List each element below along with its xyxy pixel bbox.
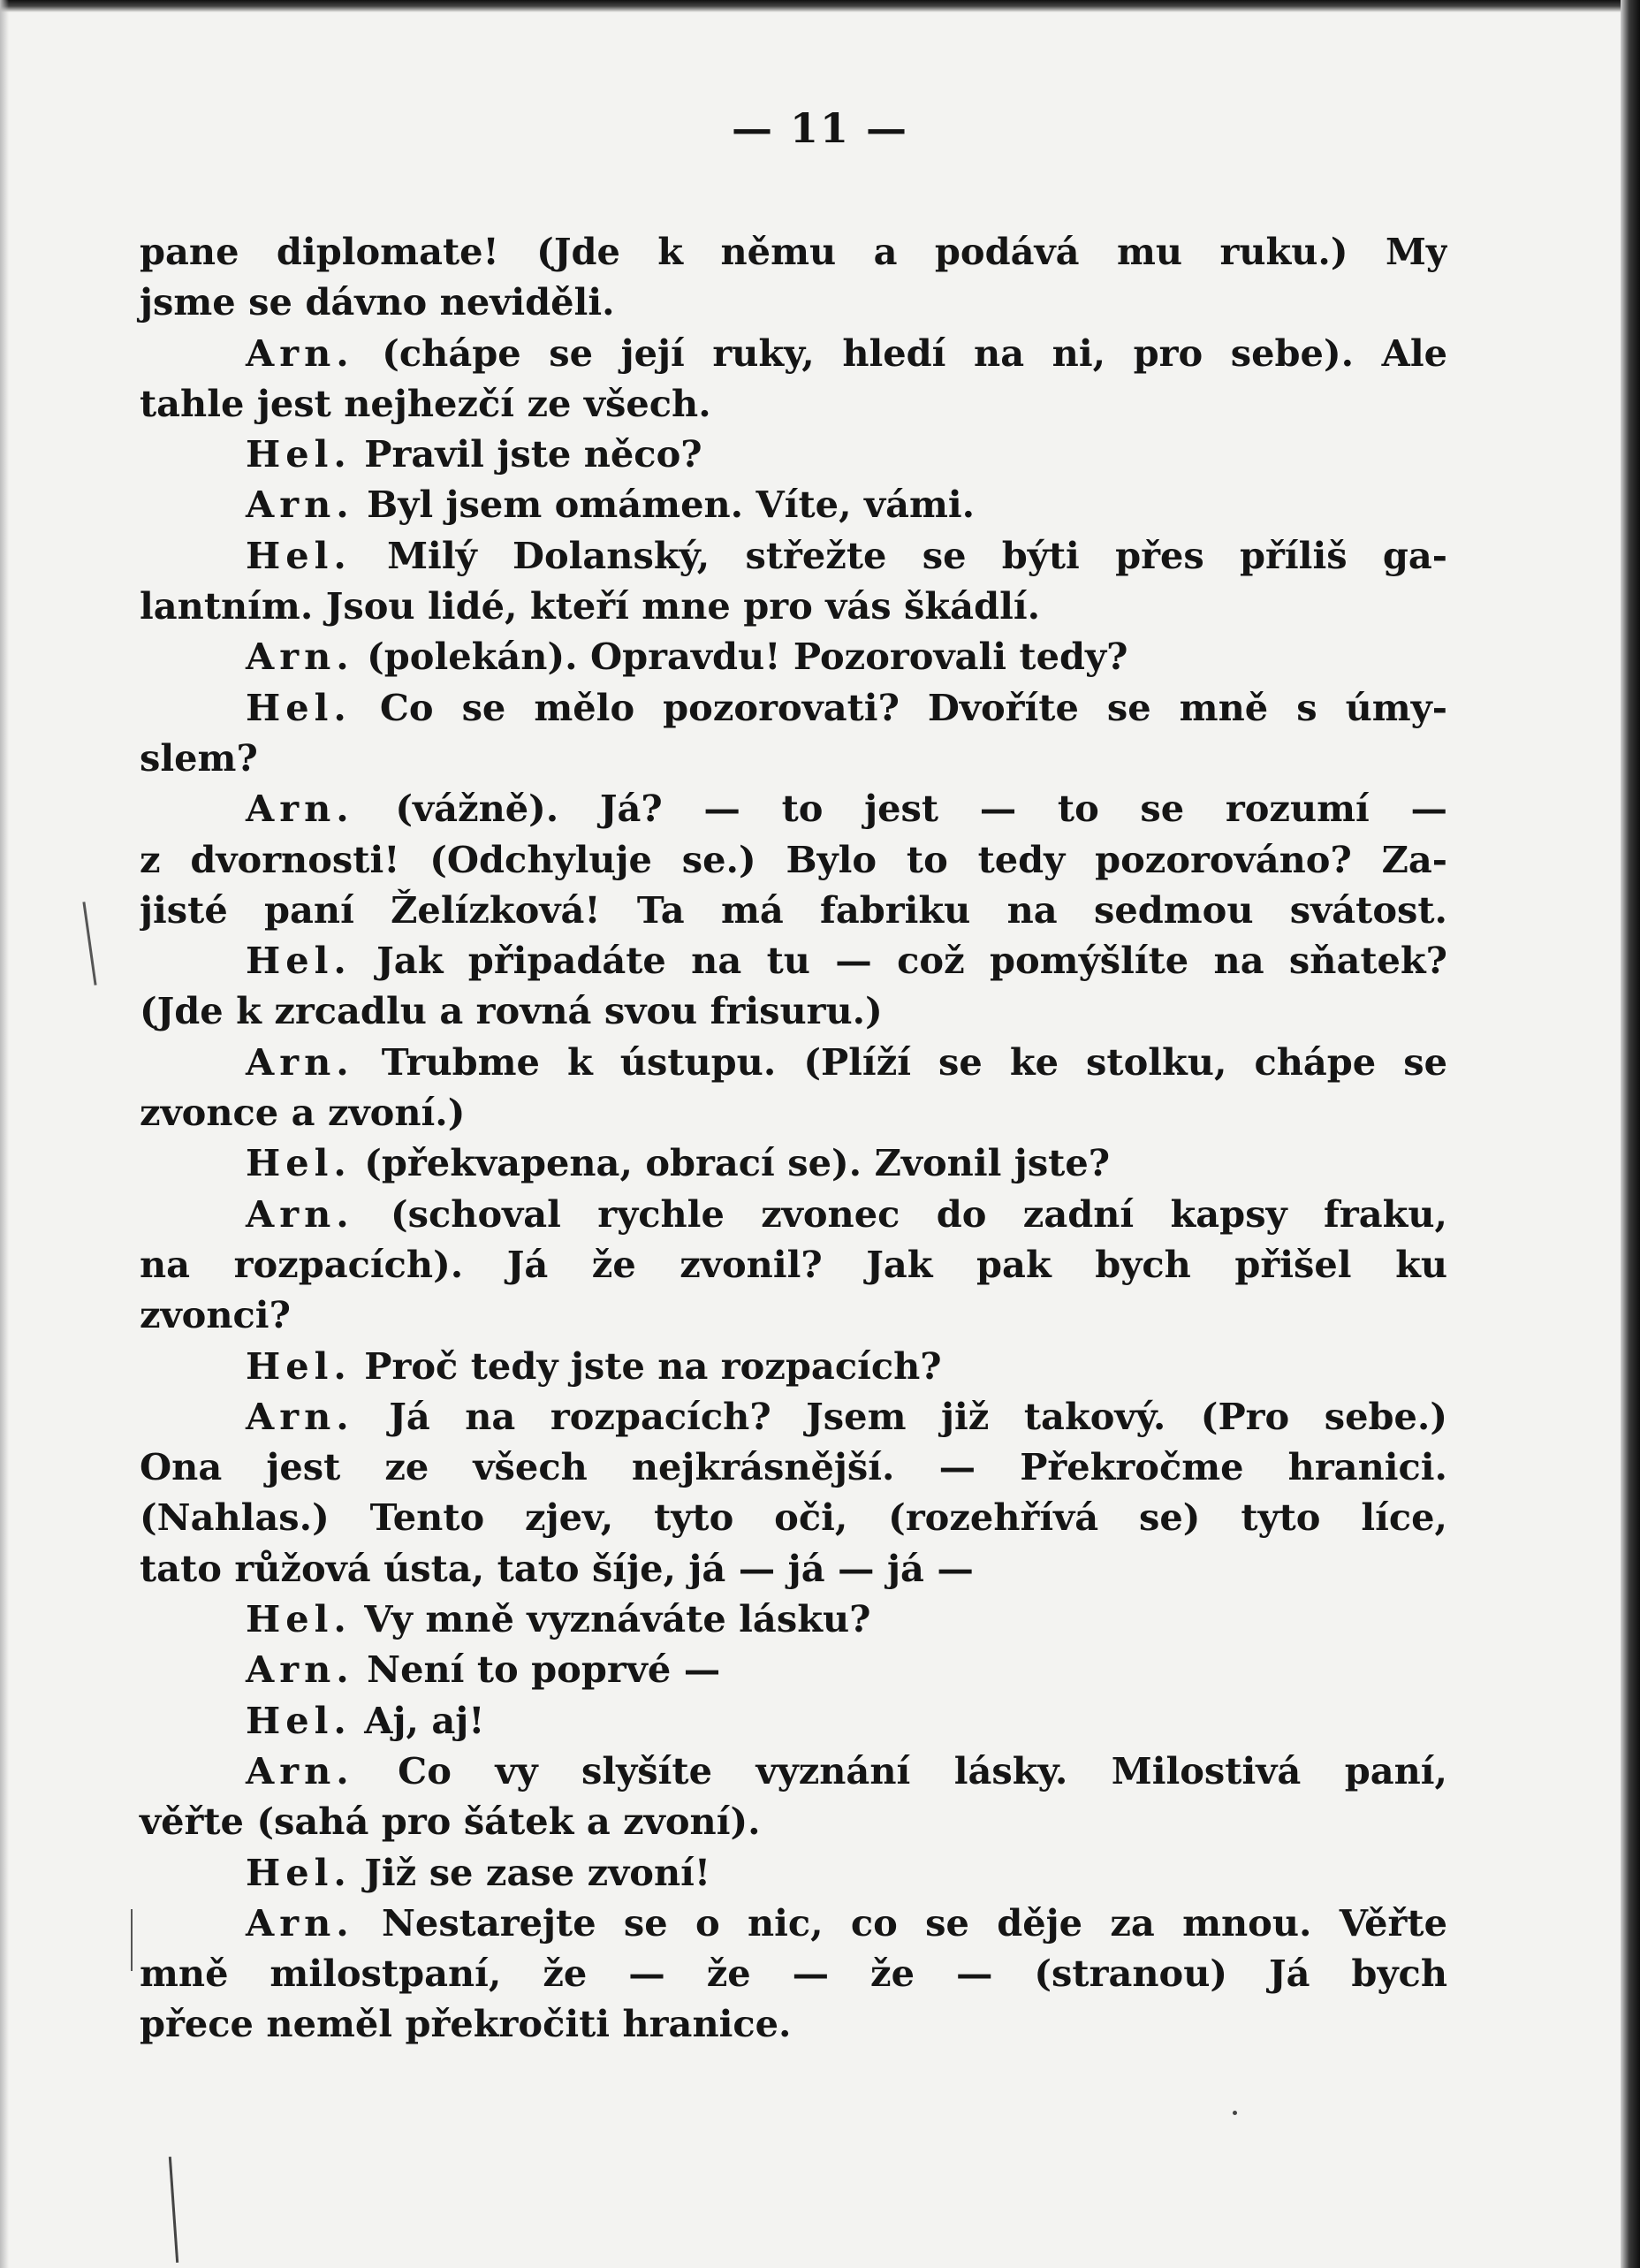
text-line [140, 631, 1447, 681]
text-line [140, 1087, 1447, 1138]
text-line [140, 986, 1447, 1036]
line-text: Nestarejte se o nic, co se děje za mnou. Věřte [353, 1900, 1447, 1945]
text-line [140, 530, 1447, 581]
text-line [140, 1695, 1447, 1746]
text-line [140, 1746, 1447, 1796]
bottom-dot-mark [1233, 2111, 1237, 2115]
line-text: Milý Dolanský, střežte se býti přes příliš ga- [351, 533, 1447, 577]
line-text: lantním. Jsou lidé, kteří mne pro vás škádlí. [140, 584, 1041, 628]
text-line [140, 581, 1447, 631]
line-text: na rozpacích). Já že zvonil? Jak pak bych přišel ku [140, 1242, 1447, 1286]
line-text: Co se mělo pozorovati? Dvoříte se mně s úmy- [351, 685, 1447, 729]
line-text: Pravil jste něco? [351, 432, 702, 476]
page-text [140, 226, 1447, 2050]
speaker-name: Arn. [246, 635, 354, 679]
text-line [140, 1644, 1447, 1694]
line-text: zvonce a zvoní.) [140, 1091, 466, 1135]
line-text: pane diplomate! (Jde k němu a podává mu ruku.) My [140, 230, 1447, 273]
text-line [140, 783, 1447, 833]
line-text: (Jde k zrcadlu a rovná svou frisuru.) [140, 989, 883, 1033]
text-line [140, 378, 1447, 429]
speaker-name: Arn. [246, 1900, 354, 1945]
scan-edge-left [0, 0, 9, 2268]
text-line [140, 429, 1447, 479]
line-text: Já na rozpacích? Jsem již takový. (Pro sebe.) [353, 1394, 1447, 1438]
line-text: Není to poprvé — [353, 1648, 721, 1692]
text-line [140, 1341, 1447, 1391]
line-text: Jak připadáte na tu — což pomýšlíte na sňatek? [351, 939, 1447, 983]
text-line [140, 682, 1447, 733]
speaker-name: Hel. [246, 1141, 352, 1185]
line-text: (chápe se její ruky, hledí na ni, pro sebe). Ale [353, 331, 1447, 375]
speaker-name: Arn. [246, 1394, 354, 1438]
text-line [140, 1442, 1447, 1492]
speaker-name: Hel. [246, 533, 352, 577]
text-line [140, 1847, 1447, 1898]
line-text: (překvapena, obrací se). Zvonil jste? [351, 1141, 1111, 1185]
bottom-scratch-mark [169, 2157, 178, 2263]
text-line [140, 1189, 1447, 1239]
line-text: Vy mně vyznáváte lásku? [351, 1597, 871, 1641]
line-text: z dvornosti! (Odchyluje se.) Bylo to tedy pozorováno? Za- [140, 837, 1447, 881]
text-line [140, 1290, 1447, 1340]
text-line [140, 733, 1447, 783]
speaker-name: Hel. [246, 939, 352, 983]
line-text: Co vy slyšíte vyznání lásky. Milostivá paní, [353, 1748, 1447, 1792]
text-line [140, 1898, 1447, 1948]
line-text: zvonci? [140, 1293, 291, 1337]
speaker-name: Hel. [246, 1597, 352, 1641]
line-text: tato růžová ústa, tato šíje, já — já — já — [140, 1546, 974, 1590]
line-text: jisté paní Želízková! Ta má fabriku na sedmou svátost. [140, 887, 1447, 932]
margin-scratch-mark [131, 1909, 133, 1971]
text-line [140, 328, 1447, 378]
line-text: přece neměl překročiti hranice. [140, 2002, 792, 2046]
text-line [140, 277, 1447, 327]
line-text: Byl jsem omámen. Víte, vámi. [353, 483, 976, 527]
speaker-name: Hel. [246, 432, 352, 476]
speaker-name: Arn. [246, 1039, 354, 1084]
scan-edge-top [0, 0, 1640, 12]
text-line [140, 1543, 1447, 1594]
text-line [140, 885, 1447, 935]
text-line [140, 1948, 1447, 1998]
text-line [140, 1037, 1447, 1087]
line-text: tahle jest nejhezčí ze všech. [140, 381, 711, 425]
line-text: (Nahlas.) Tento zjev, tyto oči, (rozehřívá se) tyto líce, [140, 1496, 1447, 1540]
text-line [140, 1239, 1447, 1290]
speaker-name: Arn. [246, 1648, 354, 1692]
text-line [140, 1998, 1447, 2049]
text-line [140, 1796, 1447, 1846]
speaker-name: Hel. [246, 685, 352, 729]
speaker-name: Arn. [246, 1748, 354, 1792]
line-text: (polekán). Opravdu! Pozorovali tedy? [353, 635, 1128, 679]
speaker-name: Hel. [246, 1343, 352, 1388]
speaker-name: Arn. [246, 1191, 354, 1236]
line-text: (vážně). Já? — to jest — to se rozumí — [353, 787, 1447, 831]
text-line [140, 1138, 1447, 1188]
text-line [140, 1594, 1447, 1644]
text-line [140, 1492, 1447, 1542]
line-text: mně milostpaní, že — že — že — (stranou) Já bych [140, 1952, 1447, 1996]
line-text: slem? [140, 735, 258, 780]
line-text: (schoval rychle zvonec do zadní kapsy fraku, [353, 1191, 1447, 1236]
line-text: věřte (sahá pro šátek a zvoní). [140, 1800, 761, 1844]
scan-edge-right [1621, 0, 1640, 2268]
speaker-name: Arn. [246, 331, 354, 375]
line-text: Aj, aj! [351, 1698, 485, 1742]
line-text: Již se zase zvoní! [351, 1850, 711, 1894]
line-text: Proč tedy jste na rozpacích? [351, 1343, 942, 1388]
line-text: Trubme k ústupu. (Plíží se ke stolku, chápe se [353, 1039, 1447, 1084]
text-line [140, 834, 1447, 885]
speaker-name: Hel. [246, 1698, 352, 1742]
line-text: Ona jest ze všech nejkrásnější. — Překročme hranici. [140, 1445, 1447, 1489]
speaker-name: Arn. [246, 483, 354, 527]
text-line [140, 226, 1447, 277]
text-line [140, 935, 1447, 986]
line-text: jsme se dávno neviděli. [140, 280, 615, 324]
margin-scratch-mark [82, 902, 96, 985]
speaker-name: Hel. [246, 1850, 352, 1894]
text-line [140, 1391, 1447, 1442]
text-line [140, 479, 1447, 529]
page-number: — 11 — [731, 104, 909, 152]
speaker-name: Arn. [246, 787, 354, 831]
